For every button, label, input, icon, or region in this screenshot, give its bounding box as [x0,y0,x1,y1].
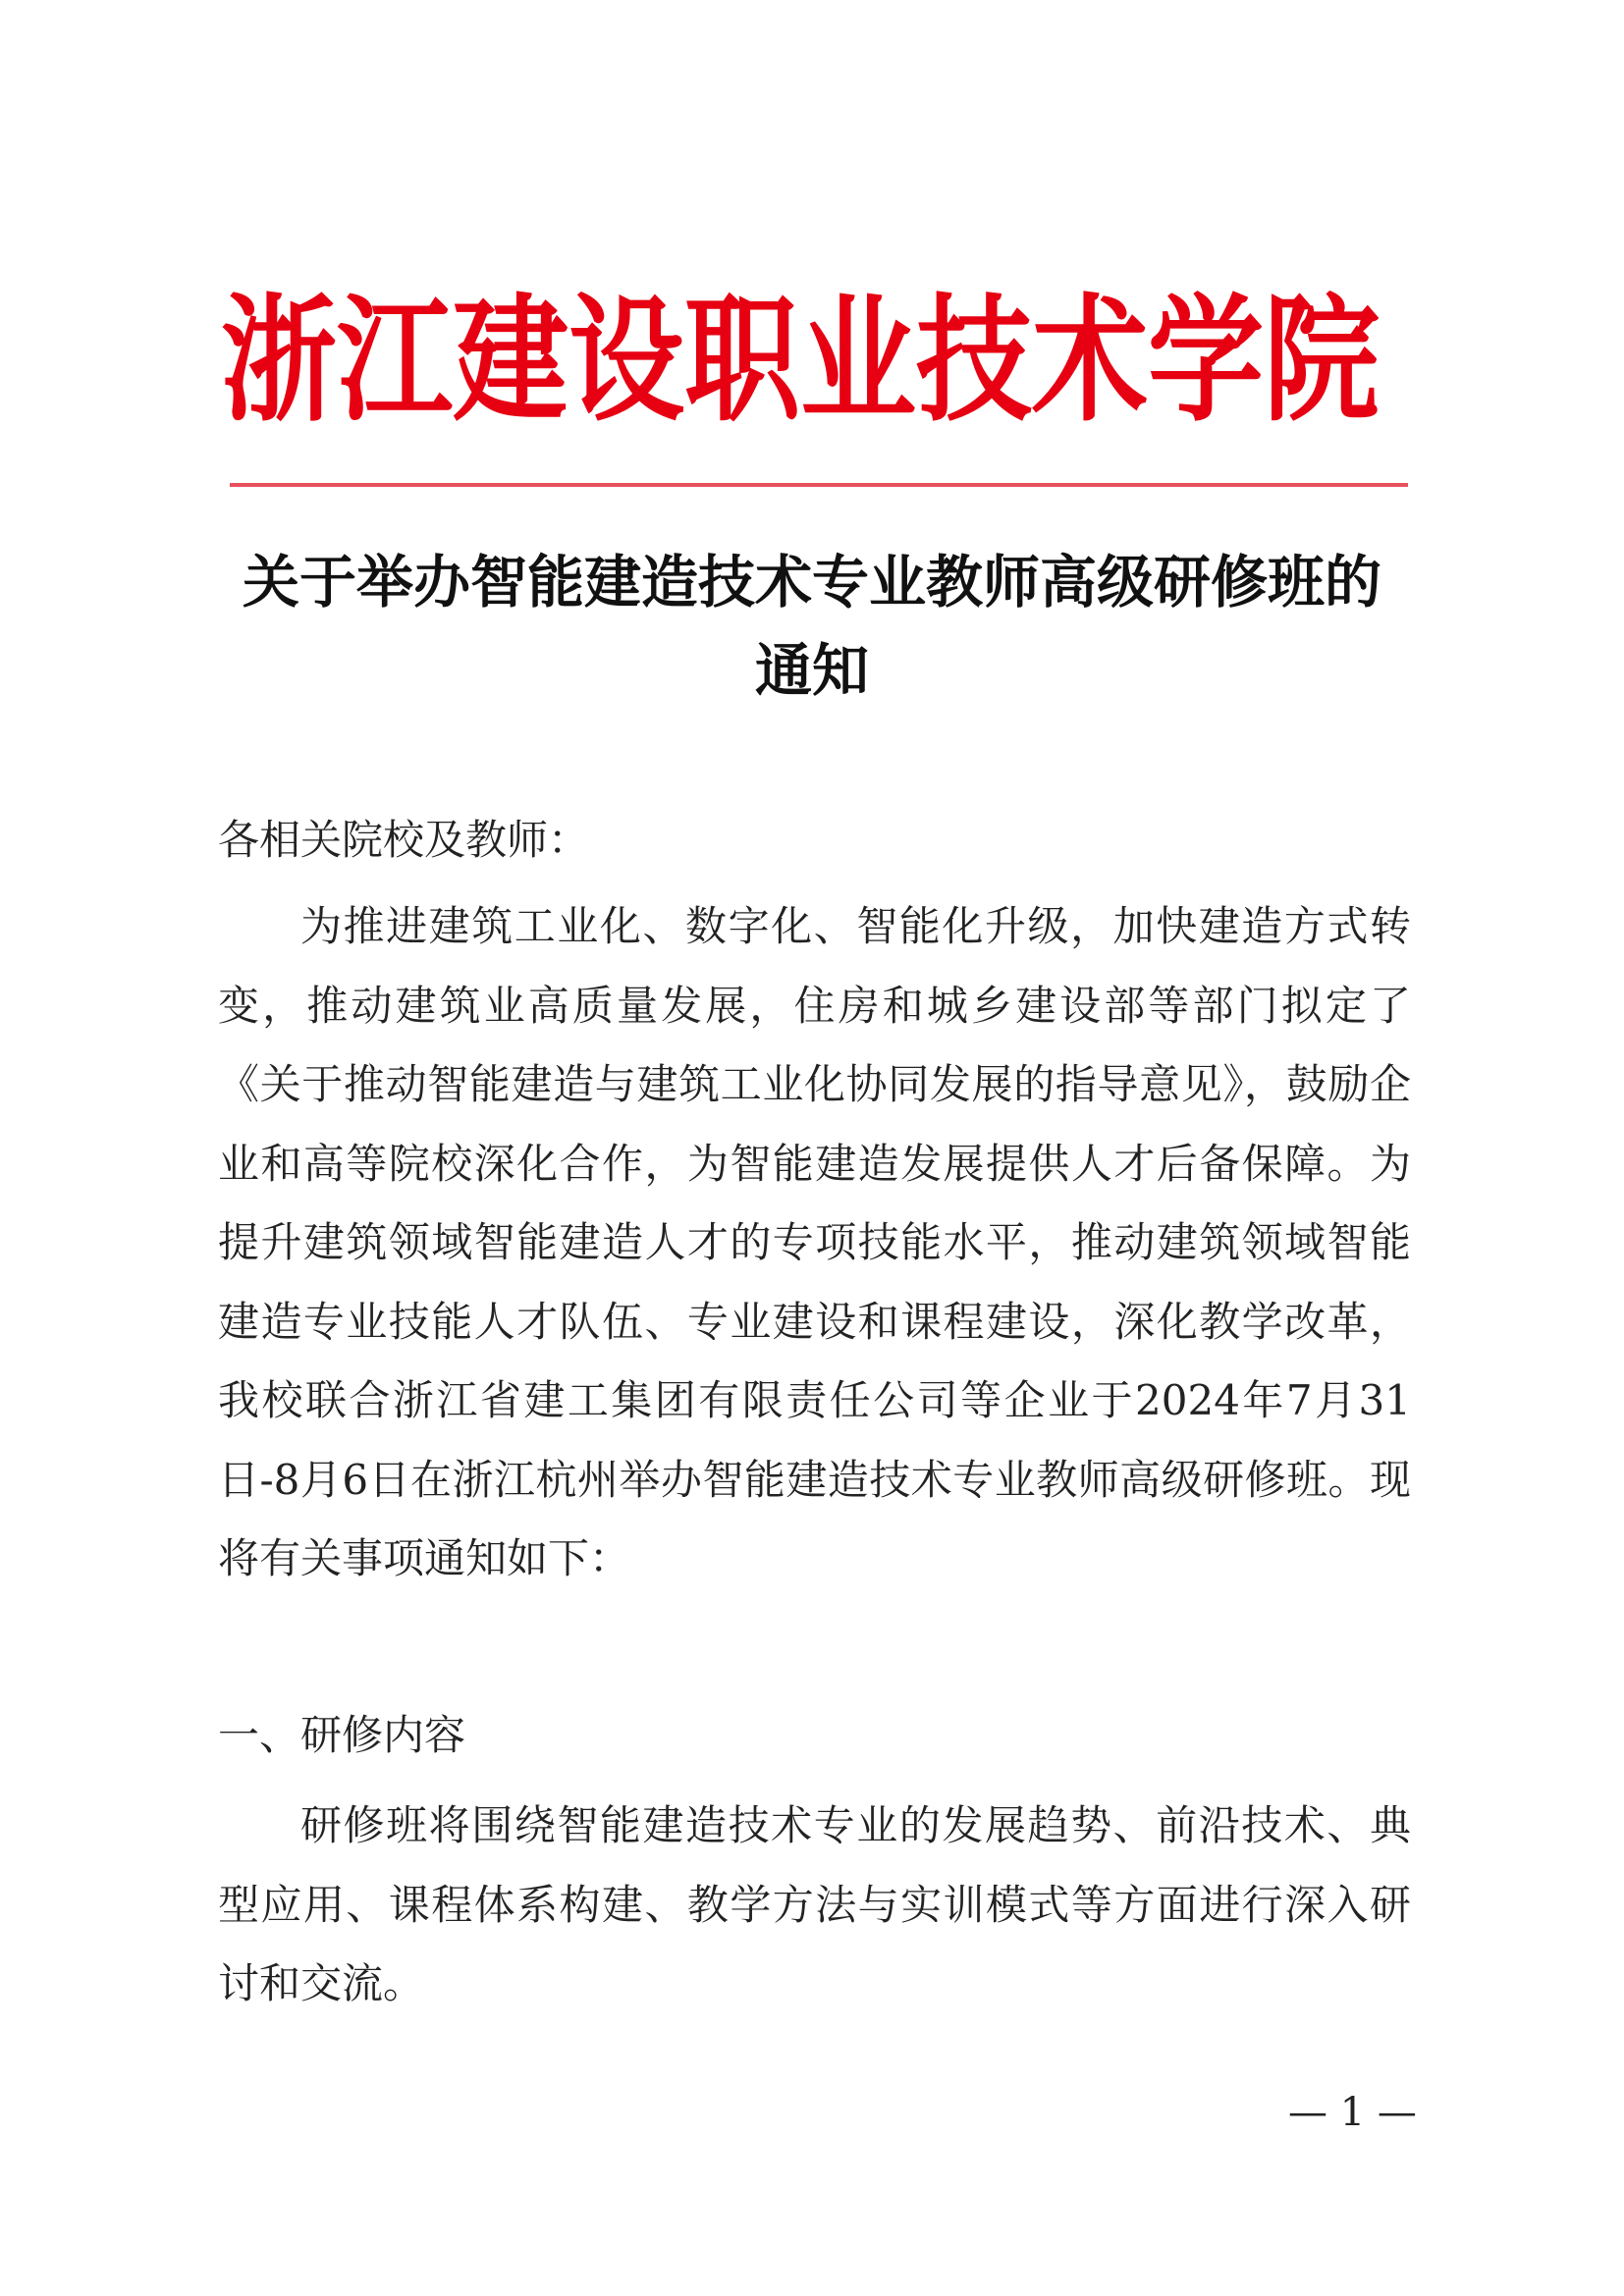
document-title-line2: 通知 [754,637,869,704]
document-title [196,538,1428,715]
document-title-line1: 关于举办智能建造技术专业教师高级研修班的 [242,549,1381,615]
letterhead-institution-name: 浙江建设职业技术学院 [221,280,1380,441]
salutation: 各相关院校及教师： [218,816,590,864]
page-number: — 1 — [1288,2090,1417,2135]
intro-paragraph: 为推进建筑工业化、数字化、智能化升级，加快建造方式转变，推动建筑业高质量发展，住房和城乡建设部等部门拟定了《关于推动智能建造与建筑工业化协同发展的指导意见》，鼓励企业和高等院校深化合作，为智能建造发展提供人才后备保障。为提升建筑领域智能建造人才的专项技能水平，推动建筑领域智能建造专业技能人才队伍、专业建设和课程建设，深化教学改革，我校联合浙江省建工集团有限责任公司等企业于2024年7月31日-8月6日在浙江杭州举办智能建造技术专业教师高级研修班。现将有关事项通知如下： [218,902,1411,1582]
letterhead-red-rule [230,483,1408,487]
section-1-paragraph: 研修班将围绕智能建造技术专业的发展趋势、前沿技术、典型应用、课程体系构建、教学方法与实训模式等方面进行深入研讨和交流。 [218,1801,1411,2007]
section-heading-1: 一、研修内容 [218,1711,466,1759]
